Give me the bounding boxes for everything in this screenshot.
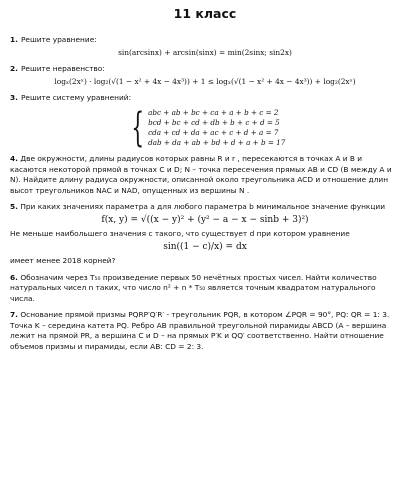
- task-text: имеет менее 2018 корней?: [10, 256, 116, 266]
- equation: sin(arcsinx) + arcsin(sinx) = min(2sinx; sin2x): [118, 47, 292, 57]
- task-text: Обозначим через T₅₀ произведение первых 50 нечётных простых чисел. Найти количество натуральных чисел n таких, что число n² + n * T₅₀ является точным квадратом натурального числа.: [10, 272, 377, 303]
- equation-system: [10, 104, 400, 151]
- page-title: 11 класс: [173, 6, 237, 21]
- task-number: 2.: [10, 64, 18, 73]
- task-text: Не меньше наибольшего значения c такого, что существует d при котором уравнение: [10, 229, 350, 239]
- task-3: [10, 93, 400, 151]
- task-text: Решите систему уравнений:: [20, 93, 132, 102]
- task-number: 3.: [10, 93, 18, 102]
- system-line: bcd + bc + cd + db + b + c + d = 5: [148, 117, 280, 127]
- task-number: 6.: [10, 272, 18, 282]
- left-brace: {: [131, 104, 144, 151]
- task-number: 5.: [10, 202, 18, 212]
- task-text: При каких значениях параметра a для любого параметра b минимальное значение функции: [20, 202, 385, 212]
- system-line: cda + cd + da + ac + c + d + a = 7: [148, 127, 279, 137]
- task-6: [10, 273, 400, 305]
- task-5: [10, 202, 400, 267]
- function-formula: f(x, y) = √((x − y)² + (y² − a − x − sinb + 3)²): [101, 214, 309, 225]
- task-4: [10, 154, 400, 196]
- task-7: [10, 310, 400, 352]
- task-number: 1.: [10, 35, 18, 44]
- task-text: Решите неравенство:: [20, 64, 105, 73]
- system-line: dab + da + ab + bd + d + a + b = 17: [148, 138, 286, 148]
- task-number: 7.: [10, 310, 18, 320]
- equation: sin((1 − c)/x) = dx: [163, 241, 247, 252]
- task-text: Основание прямой призмы PQRP′Q′R′ - треугольник PQR, в котором ∠PQR = 90°, PQ: QR = 1: 3. Точка K – середина катета PQ. Ребро AB правильной треугольной пирамиды ABCD (A – вершина лежит на прямой PR, а вершина C и D – на прямых P′K и QQ′ соответственно. Найти отношение объемов призмы и пирамиды, если AB: CD = 2: 3.: [10, 310, 390, 351]
- inequality: logₓ(2xˣ) · log₂(√(1 − x² + 4x − 4x³)) + 1 ≤ logₓ(√(1 − x² + 4x − 4x³)) + log₂(2xˣ): [54, 76, 356, 86]
- task-number: 4.: [10, 154, 18, 164]
- system-line: abc + ab + bc + ca + a + b + c = 2: [148, 107, 279, 117]
- task-1: [10, 35, 400, 58]
- task-text: Решите уравнение:: [20, 35, 97, 44]
- task-text: Две окружности, длины радиусов которых равны R и r , пересекаются в точках A и B и касаются некоторой прямой в точках C и D; N – точка пересечения прямых AB и CD (B между A и N). Найдите длину радиуса окружности, описанной около треугольника ACD и отношение длин высот треугольников NAC и NAD, опущенных из вершины N .: [10, 154, 392, 195]
- task-2: [10, 64, 400, 87]
